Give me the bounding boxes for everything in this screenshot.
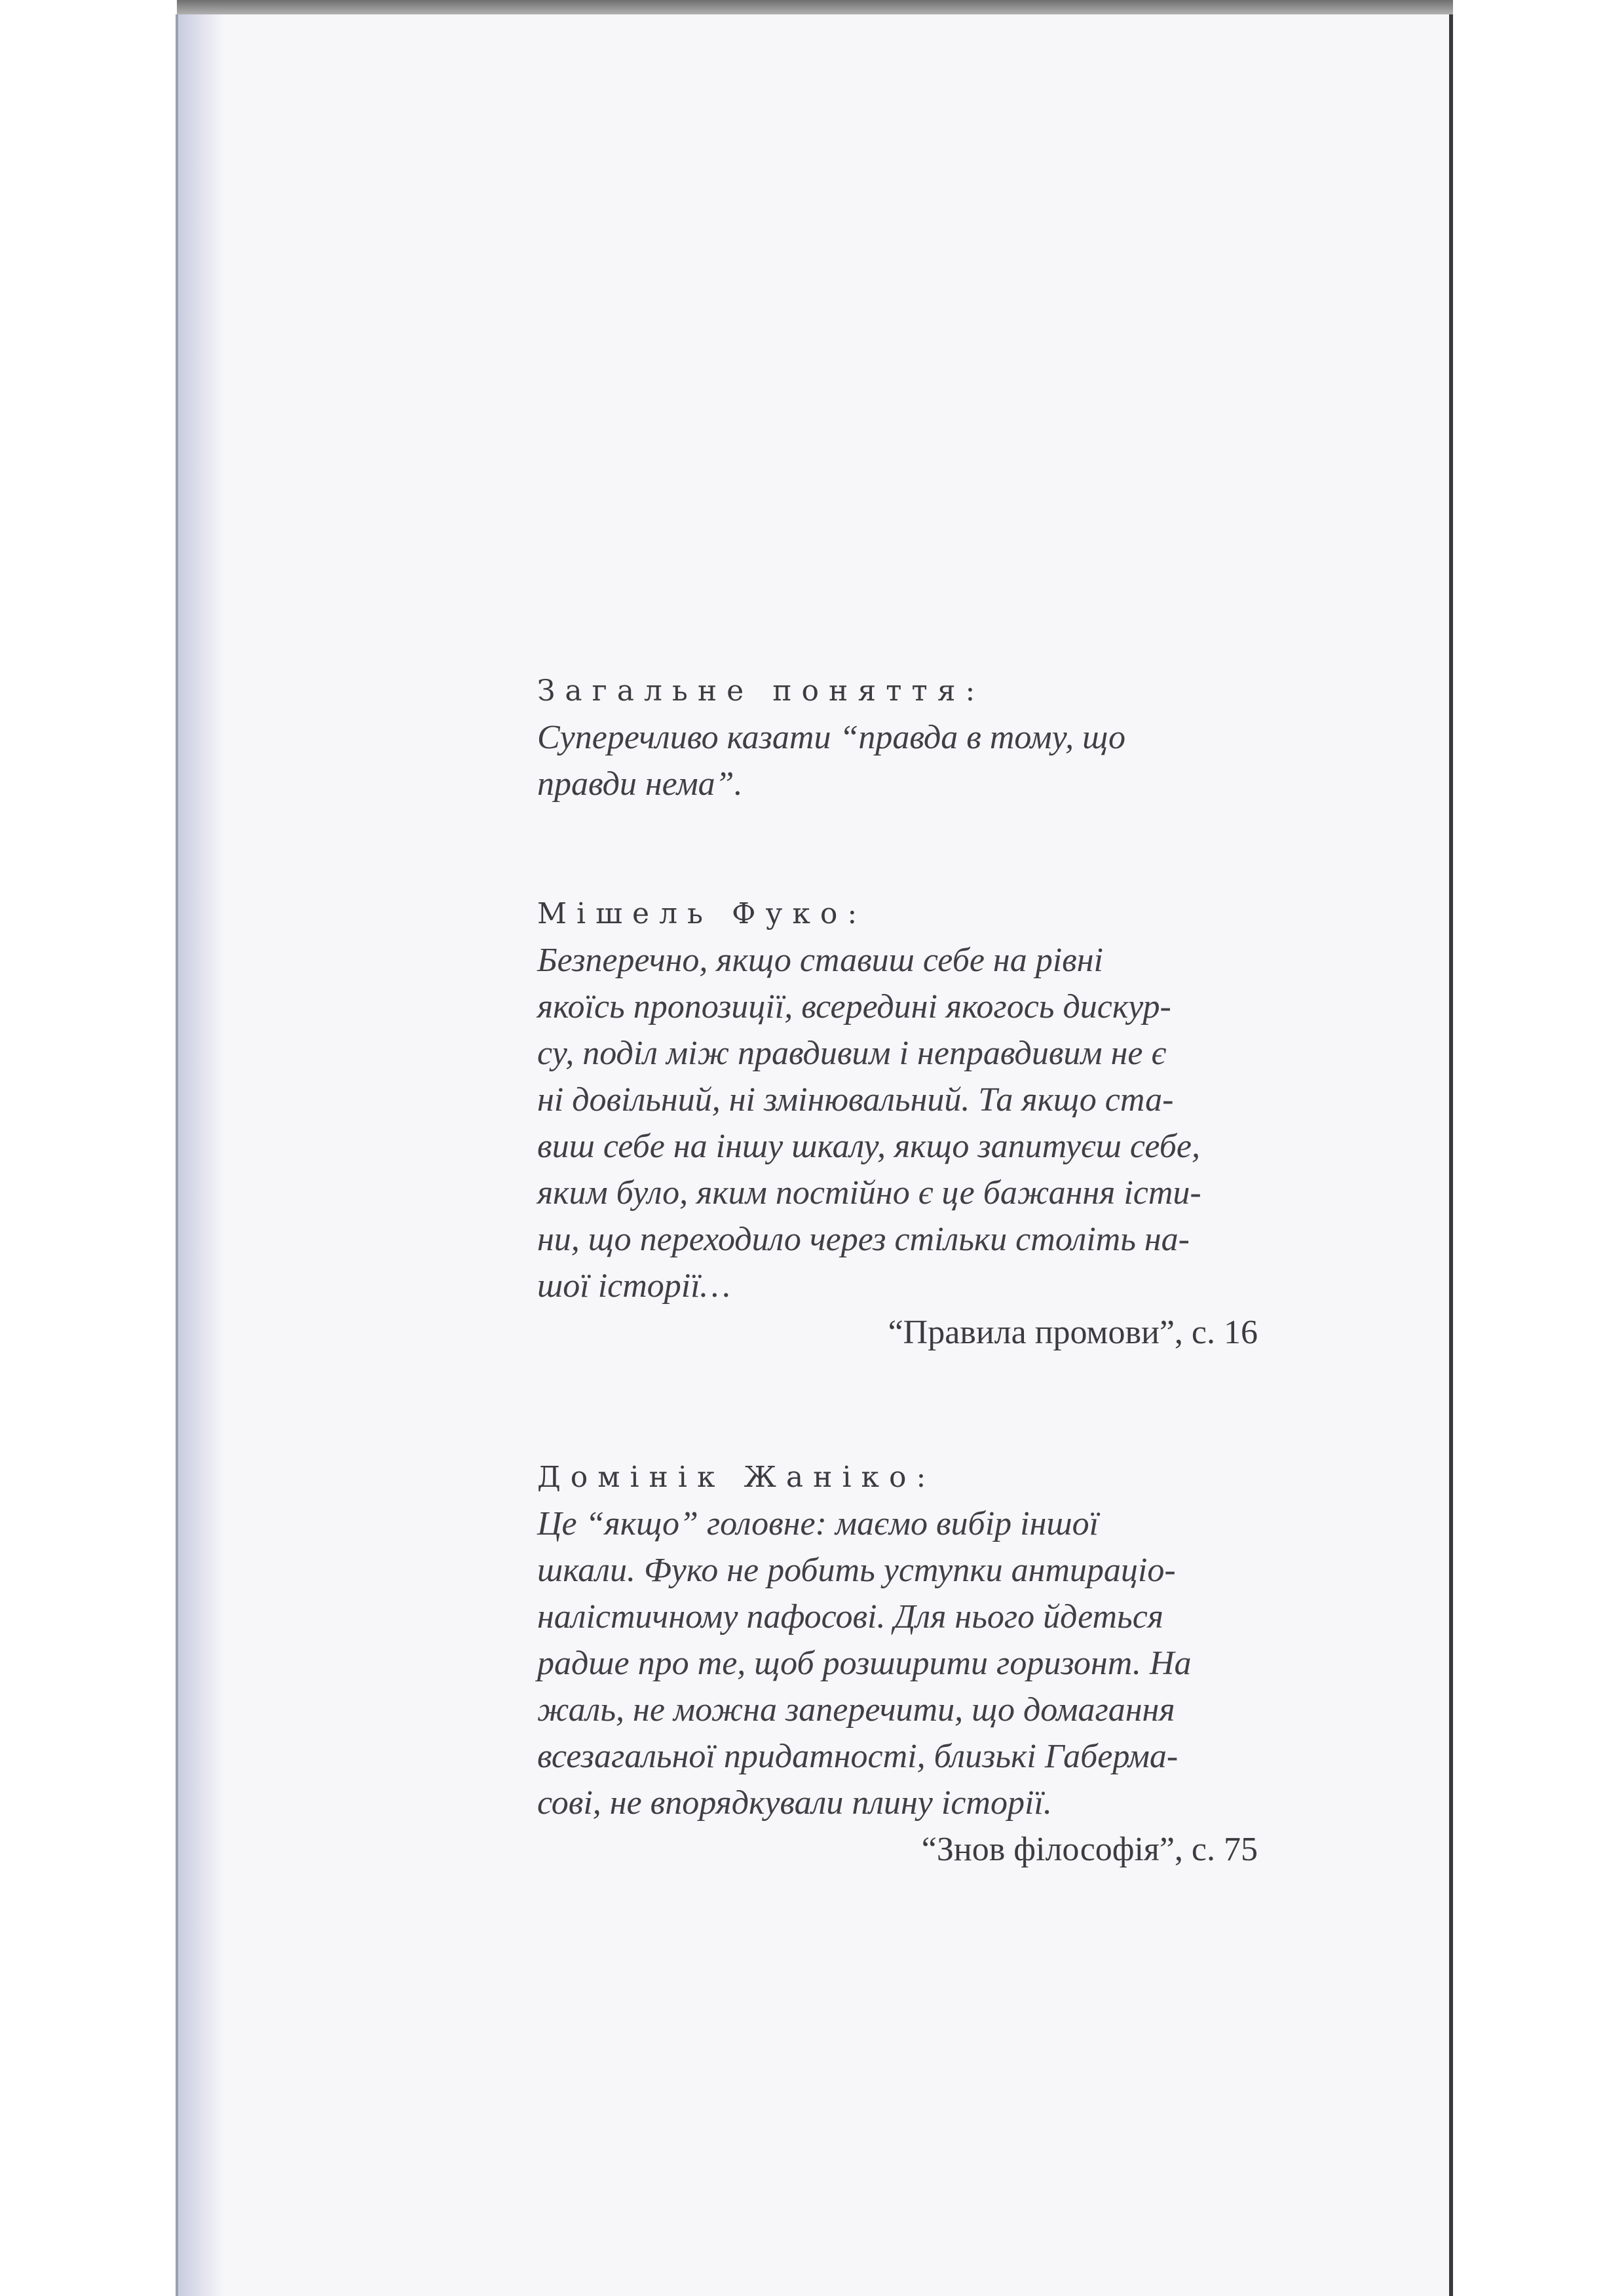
quote-line: ні довільний, ні змінювальний. Та якщо ста- — [537, 1081, 1174, 1119]
quote-line: шої історії… — [537, 1267, 730, 1305]
speaker-label: Загальне поняття: — [537, 674, 985, 708]
speaker-label: Домінік Жаніко: — [537, 1461, 936, 1494]
quote-line: сові, не впорядкували плину історії. — [537, 1784, 1052, 1822]
quote-line: Це “якщо” головне: маємо вибір іншої — [537, 1505, 1099, 1542]
quote-line: жаль, не можна заперечити, що домагання — [537, 1691, 1175, 1729]
quote-line: ни, що переходило через стільки століть на- — [537, 1221, 1190, 1258]
citation-source: “Правила промови”, с. 16 — [888, 1314, 1258, 1351]
scan-margin-left — [0, 0, 177, 2296]
page-gutter-shadow — [178, 14, 224, 2296]
citation-source: “Знов філософія”, с. 75 — [921, 1831, 1258, 1868]
quote-line: Суперечливо казати “правда в тому, що — [537, 719, 1125, 756]
quote-text — [333, 714, 1258, 807]
quote-block-general — [333, 668, 1258, 807]
quote-line: всезагальної придатності, близькі Габерма- — [537, 1738, 1179, 1775]
quote-line: Безперечно, якщо ставиш себе на рівні — [537, 942, 1103, 979]
quote-block-janicaud — [333, 1455, 1258, 1873]
quote-text — [333, 1501, 1258, 1826]
quote-line: виш себе на іншу шкалу, якщо запитуєш себе, — [537, 1128, 1200, 1165]
quote-line: налістичному пафосові. Для нього йдеться — [537, 1598, 1163, 1636]
quote-line: шкали. Фуко не робить уступки антираціо- — [537, 1552, 1176, 1589]
quote-line: радше про те, щоб розширити горизонт. На — [537, 1645, 1192, 1682]
quote-block-foucault — [333, 891, 1258, 1356]
quote-line: правди нема”. — [537, 765, 743, 803]
quote-line: яким було, яким постійно є це бажання істи- — [537, 1174, 1201, 1212]
quote-line: якоїсь пропозиції, всередині якогось дискур- — [537, 988, 1171, 1025]
scan-margin-right — [1453, 0, 1624, 2296]
speaker-label: Мішель Фуко: — [537, 897, 867, 930]
quote-text — [333, 937, 1258, 1309]
quote-line: су, поділ між правдивим і неправдивим не є — [537, 1035, 1167, 1072]
